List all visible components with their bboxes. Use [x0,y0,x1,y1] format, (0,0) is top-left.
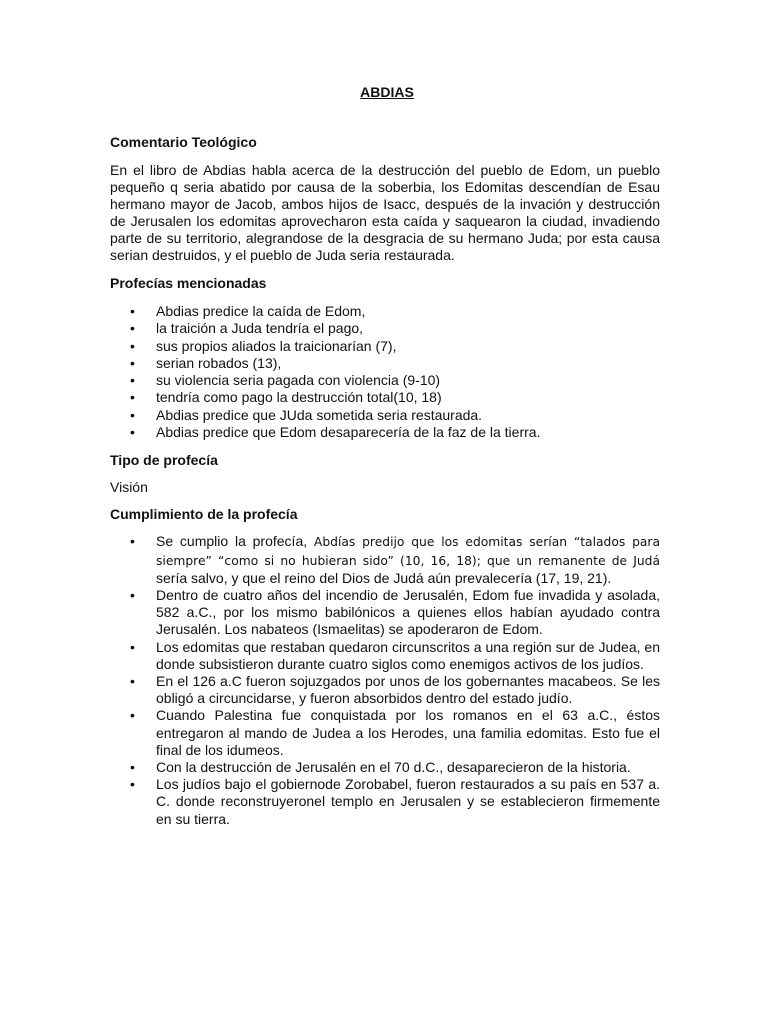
bullet-icon: • [130,303,135,319]
list-item: • su violencia seria pagada con violencia (9-10) [130,372,441,389]
bullet-icon: • [130,372,135,389]
list-item: • tendría como pago la destrucción total(10, 18) [130,389,442,406]
bullet-icon: • [130,389,135,406]
prophecies-list [110,303,660,441]
list-item: • Abdias predice la caída de Edom, [130,303,366,319]
list-item: • En el 126 a.C fueron sojuzgados por unos de los gobernantes macabeos. Se les obligó a circuncidarse, y fueron absorbidos dentro del estado judío. [130,673,660,707]
list-item: • Se cumplio la profecía, Abdías predijo que los edomitas serían “talados para siempre” “como si no hubieran sido” (10, 16, 18); que un remanente de Judá sería salvo, y que el reino del Dios de Judá aún prevalecería (17, 19, 21). [130,533,661,586]
list-item: • sus propios aliados la traicionarían (7), [130,337,397,354]
list-item: • Abdias predice que Edom desaparecería de la faz de la tierra. [130,424,541,441]
list-item: • Cuando Palestina fue conquistada por los romanos en el 63 a.C., éstos entregaron al mando de Judea a los Herodes, una familia edomitas. Esto fue el final de los idumeos. [130,707,660,758]
commentary-paragraph: En el libro de Abdias habla acerca de la destrucción del pueblo de Edom, un pueblo pequeño q seria abatido por causa de la soberbia, los Edomitas descendían de Esau hermano mayor de Jacob, ambos hijos de Isacc, después de la invación y destrucción de Jerusalen los edomitas aprovecharon esta caída y saquearon la ciudad, invadiendo parte de su territorio, alegrandose de la desgracia de su hermano Juda; por esta causa serian destruidos, y el pueblo de Juda seria restaurada. [110,162,660,263]
list-item: • Dentro de cuatro años del incendio de Jerusalén, Edom fue invadida y asolada, 582 a.C., por los mismo babilónicos a quienes ellos habían ayudado contra Jerusalén. Los nabateos (Ismaelitas) se apoderaron de Edom. [130,586,660,638]
prophecy-type-value: Visión [110,479,148,496]
bullet-icon: • [130,673,135,689]
list-item: • la traición a Juda tendría el pago, [130,320,364,337]
bullet-icon: • [130,707,135,724]
prophecies-heading: Profecías mencionadas [110,275,267,291]
document-page [110,84,660,828]
list-item: • Abdias predice que JUda sometida seria restaurada. [130,406,483,423]
bullet-icon: • [130,320,135,337]
fulfillment-heading: Cumplimiento de la profecía [110,506,298,523]
bullet-icon: • [130,759,135,776]
fulfillment-list [110,533,660,827]
bullet-icon: • [130,776,135,793]
prophecy-type-heading: Tipo de profecía [110,452,218,469]
bullet-icon: • [130,424,135,441]
bullet-icon: • [130,354,135,371]
bullet-icon: • [130,406,135,423]
document-title: ABDIAS [360,84,414,100]
commentary-heading: Comentario Teológico [110,134,257,150]
bullet-icon: • [130,638,135,655]
bullet-icon: • [130,337,135,354]
bullet-icon: • [130,586,135,603]
list-item: • serian robados (13), [130,354,282,371]
bullet-icon: • [130,533,135,550]
list-item: • Con la destrucción de Jerusalén en el 70 d.C., desaparecieron de la historia. [130,759,631,776]
list-item: • Los edomitas que restaban quedaron circunscritos a una región sur de Judea, en donde subsistieron durante cuatro siglos como enemigos activos de los judíos. [130,638,660,672]
list-item: • Los judíos bajo el gobiernode Zorobabel, fueron restaurados a su país en 537 a. C. donde reconstruyeronel templo en Jerusalen y se establecieron firmemente en su tierra. [130,776,660,827]
